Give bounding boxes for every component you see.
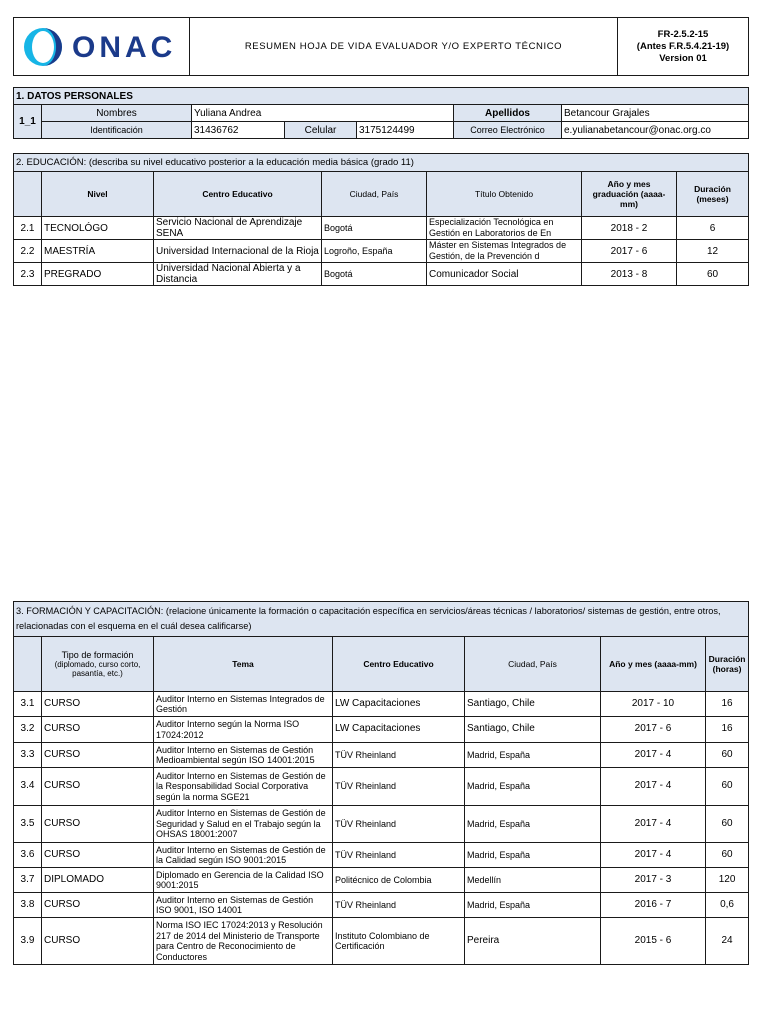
column-header-num [14,172,42,217]
personal-data-table [13,87,749,139]
column-header: Centro Educativo [154,172,322,217]
column-header: Tema [154,637,333,692]
table-row [14,806,749,843]
anio-cell: 2017 - 6 [582,240,677,263]
column-header: Ciudad, País [465,637,601,692]
duracion-cell: 60 [706,743,749,768]
celular-label: Celular [285,122,357,139]
row-number: 3.2 [14,717,42,743]
anio-cell: 2015 - 6 [601,918,706,965]
duracion-cell: 60 [706,768,749,806]
logo-text: ONAC [72,31,177,64]
table-row [14,868,749,893]
centro-cell: Instituto Colombiano de Certificación [333,918,465,965]
anio-cell: 2017 - 4 [601,843,706,868]
column-header: Duración (horas) [706,637,749,692]
row-number: 2.3 [14,263,42,286]
row-number: 3.6 [14,843,42,868]
column-header: Tipo de formación [61,650,134,660]
tipo-cell: CURSO [42,893,154,918]
ciudad-cell: Medellín [465,868,601,893]
duracion-cell: 60 [677,263,749,286]
ciudad-cell: Madrid, España [465,806,601,843]
table-row [14,692,749,717]
logo-cell [14,18,190,76]
section-title: 2. EDUCACIÓN: (describa su nivel educativo posterior a la educación media básica (grado 11) [14,154,749,172]
row-id: 1_1 [14,105,42,139]
column-header: Ciudad, País [322,172,427,217]
ciudad-cell: Logroño, España [322,240,427,263]
column-header-tipo [42,637,154,692]
tipo-cell: CURSO [42,743,154,768]
code-line: FR-2.5.2-15 [657,28,709,40]
titulo-cell: Máster en Sistemas Integrados de Gestión, de la Prevención d [427,240,582,263]
ciudad-cell: Santiago, Chile [465,692,601,717]
column-header: Año y mes (aaaa-mm) [601,637,706,692]
anio-cell: 2017 - 4 [601,743,706,768]
tema-cell: Diplomado en Gerencia de la Calidad ISO 9001:2015 [154,868,333,893]
table-row [14,843,749,868]
correo-value: e.yulianabetancour@onac.org.co [562,122,749,139]
nivel-cell: PREGRADO [42,263,154,286]
duracion-cell: 16 [706,692,749,717]
tipo-cell: CURSO [42,768,154,806]
table-row [14,240,749,263]
nivel-cell: MAESTRÍA [42,240,154,263]
centro-cell: LW Capacitaciones [333,717,465,743]
training-table [13,601,749,965]
column-header-sub: (diplomado, curso corto, pasantía, etc.) [54,660,141,678]
duracion-cell: 24 [706,918,749,965]
tipo-cell: CURSO [42,806,154,843]
ciudad-cell: Santiago, Chile [465,717,601,743]
anio-cell: 2017 - 4 [601,806,706,843]
tema-cell: Auditor Interno en Sistemas de Gestión de la Calidad según ISO 9001:2015 [154,843,333,868]
tema-cell: Auditor Interno en Sistemas de Gestión ISO 9001, ISO 14001 [154,893,333,918]
duracion-cell: 6 [677,217,749,240]
centro-cell: Universidad Nacional Abierta y a Distancia [154,263,322,286]
row-number: 3.9 [14,918,42,965]
section-title: 1. DATOS PERSONALES [14,88,749,105]
centro-cell: TÜV Rheinland [333,743,465,768]
row-number: 2.2 [14,240,42,263]
column-header: Centro Educativo [333,637,465,692]
titulo-cell: Especialización Tecnológica en Gestión en Laboratorios de En [427,217,582,240]
column-header: Nivel [42,172,154,217]
table-row [14,918,749,965]
correo-label: Correo Electrónico [454,122,562,139]
anio-cell: 2018 - 2 [582,217,677,240]
centro-cell: TÜV Rheinland [333,893,465,918]
code-line: Version 01 [659,52,707,64]
table-row [14,768,749,806]
anio-cell: 2017 - 4 [601,768,706,806]
ciudad-cell: Madrid, España [465,843,601,868]
anio-cell: 2017 - 6 [601,717,706,743]
education-table [13,153,749,286]
tipo-cell: CURSO [42,717,154,743]
row-number: 3.4 [14,768,42,806]
row-number: 3.3 [14,743,42,768]
row-number: 2.1 [14,217,42,240]
tema-cell: Auditor Interno en Sistemas de Gestión Medioambiental según ISO 14001:2015 [154,743,333,768]
duracion-cell: 16 [706,717,749,743]
duracion-cell: 60 [706,806,749,843]
centro-cell: Servicio Nacional de Aprendizaje SENA [154,217,322,240]
ciudad-cell: Madrid, España [465,743,601,768]
table-row [14,717,749,743]
centro-cell: TÜV Rheinland [333,843,465,868]
tema-cell: Auditor Interno en Sistemas de Gestión de la Responsabilidad Social Corporativa según la norma SGE21 [154,768,333,806]
tipo-cell: DIPLOMADO [42,868,154,893]
tipo-cell: CURSO [42,843,154,868]
row-number: 3.1 [14,692,42,717]
apellidos-value: Betancour Grajales [562,105,749,122]
celular-value: 3175124499 [357,122,454,139]
table-row [14,743,749,768]
centro-cell: TÜV Rheinland [333,768,465,806]
duracion-cell: 120 [706,868,749,893]
table-row [14,217,749,240]
row-number: 3.7 [14,868,42,893]
section-title: 3. FORMACIÓN Y CAPACITACIÓN: (relacione únicamente la formación o capacitación específica en servicios/áreas técnicas / laboratorios/ sistemas de gestión, entre otros, relacionadas con el esquema en el cuál desea calificarse) [14,602,749,637]
column-header: Título Obtenido [427,172,582,217]
duracion-cell: 60 [706,843,749,868]
anio-cell: 2017 - 3 [601,868,706,893]
code-line: (Antes F.R.5.4.21-19) [636,40,730,52]
ciudad-cell: Madrid, España [465,768,601,806]
centro-cell: Politécnico de Colombia [333,868,465,893]
nombres-value: Yuliana Andrea [192,105,454,122]
anio-cell: 2016 - 7 [601,893,706,918]
row-number: 3.5 [14,806,42,843]
duracion-cell: 0,6 [706,893,749,918]
column-header: Duración (meses) [677,172,749,217]
nivel-cell: TECNOLÓGO [42,217,154,240]
ciudad-cell: Pereira [465,918,601,965]
ciudad-cell: Bogotá [322,217,427,240]
document-header [13,17,749,76]
identificacion-label: Identificación [42,122,192,139]
duracion-cell: 12 [677,240,749,263]
anio-cell: 2013 - 8 [582,263,677,286]
table-row [14,893,749,918]
table-row [14,263,749,286]
tema-cell: Auditor Interno en Sistemas de Gestión de Seguridad y Salud en el Trabajo según la OHSAS 18001:2007 [154,806,333,843]
document-code [618,18,749,76]
apellidos-label: Apellidos [454,105,562,122]
tipo-cell: CURSO [42,692,154,717]
tema-cell: Norma ISO IEC 17024:2013 y Resolución 217 de 2014 del Ministerio de Transporte para Centro de Reconocimiento de Conductores [154,918,333,965]
row-number: 3.8 [14,893,42,918]
tema-cell: Auditor Interno según la Norma ISO 17024:2012 [154,717,333,743]
column-header-num [14,637,42,692]
nombres-label: Nombres [42,105,192,122]
tipo-cell: CURSO [42,918,154,965]
centro-cell: Universidad Internacional de la Rioja [154,240,322,263]
column-header: Año y mes graduación (aaaa-mm) [582,172,677,217]
centro-cell: LW Capacitaciones [333,692,465,717]
document-title: RESUMEN HOJA DE VIDA EVALUADOR Y/O EXPERTO TÉCNICO [190,18,618,76]
identificacion-value: 31436762 [192,122,285,139]
ciudad-cell: Bogotá [322,263,427,286]
tema-cell: Auditor Interno en Sistemas Integrados de Gestión [154,692,333,717]
ciudad-cell: Madrid, España [465,893,601,918]
titulo-cell: Comunicador Social [427,263,582,286]
centro-cell: TÜV Rheinland [333,806,465,843]
anio-cell: 2017 - 10 [601,692,706,717]
